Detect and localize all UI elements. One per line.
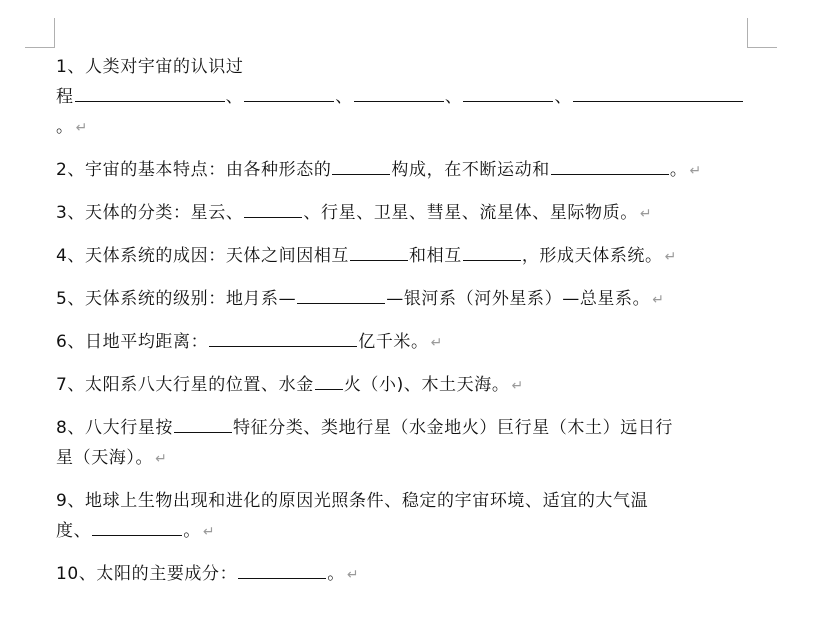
question-9-text: 。 [183, 521, 201, 541]
question-8-text: 8、八大行星按 [56, 418, 174, 438]
question-2-text: 。 [669, 160, 688, 180]
separator: 、 [444, 87, 463, 107]
question-3-text: 3、天体的分类：星云、 [56, 203, 244, 223]
question-2-text: 2、宇宙的基本特点：由各种形态的 [56, 160, 332, 180]
answer-blank[interactable] [315, 371, 343, 390]
answer-blank[interactable] [332, 156, 390, 175]
answer-blank[interactable] [463, 83, 553, 102]
answer-blank[interactable] [174, 414, 232, 433]
paragraph-mark-icon: ↵ [75, 120, 88, 136]
paragraph-mark-icon: ↵ [689, 163, 702, 179]
page-corner-mark-top-right [747, 47, 777, 48]
answer-blank[interactable] [209, 328, 357, 347]
separator: 、 [225, 87, 244, 107]
answer-blank[interactable] [350, 242, 408, 261]
paragraph-mark-icon: ↵ [202, 524, 216, 540]
paragraph-mark-icon: ↵ [664, 249, 677, 265]
question-4-text: 和相互 [409, 246, 462, 266]
question-9-text: 度、 [56, 521, 92, 541]
separator: 、 [554, 87, 573, 107]
answer-blank[interactable] [354, 83, 444, 102]
document-body [56, 52, 756, 590]
answer-blank[interactable] [573, 83, 743, 102]
page-corner-mark-top-left [25, 47, 55, 48]
question-7[interactable] [56, 370, 756, 401]
question-1-text: 程 [56, 87, 74, 107]
answer-blank[interactable] [75, 83, 225, 102]
paragraph-mark-icon: ↵ [652, 292, 665, 308]
answer-blank[interactable] [297, 285, 385, 304]
page-corner-mark-top-left [54, 18, 55, 48]
question-2[interactable] [56, 155, 756, 186]
answer-blank[interactable] [238, 560, 326, 579]
answer-blank[interactable] [92, 517, 182, 536]
answer-blank[interactable] [244, 83, 334, 102]
question-3[interactable] [56, 198, 756, 229]
answer-blank[interactable] [244, 199, 302, 218]
question-8-text: 星（天海）。 [56, 448, 154, 468]
question-3-text: 、行星、卫星、彗星、流星体、星际物质。 [303, 203, 638, 223]
question-7-text: 7、太阳系八大行星的位置、水金 [56, 375, 314, 395]
question-6-text: 亿千米。 [358, 332, 429, 352]
question-10-text: 10、太阳的主要成分： [56, 564, 238, 584]
paragraph-mark-icon: ↵ [346, 567, 360, 583]
page-corner-mark-top-right [747, 18, 748, 48]
question-5[interactable] [56, 284, 756, 315]
question-9-text: 9、地球上生物出现和进化的原因光照条件、稳定的宇宙环境、适宜的大气温 [56, 491, 649, 511]
paragraph-mark-icon: ↵ [511, 378, 524, 394]
question-1-text: 。 [56, 117, 74, 137]
question-10[interactable] [56, 559, 756, 590]
question-4-text: 4、天体系统的成因：天体之间因相互 [56, 246, 350, 266]
separator: 、 [335, 87, 353, 107]
question-5-text: —银河系（河外星系）—总星系。 [386, 289, 651, 309]
question-6-text: 6、日地平均距离： [56, 332, 209, 352]
question-1[interactable] [56, 52, 756, 143]
question-5-text: 5、天体系统的级别：地月系— [56, 289, 297, 309]
question-6[interactable] [56, 327, 756, 358]
question-10-text: 。 [327, 564, 345, 584]
question-1-text: 1、人类对宇宙的认识过 [56, 57, 244, 77]
paragraph-mark-icon: ↵ [430, 335, 443, 351]
paragraph-mark-icon: ↵ [639, 206, 653, 222]
question-7-text: 火（小)、木土天海。 [343, 375, 510, 395]
question-4[interactable] [56, 241, 756, 272]
answer-blank[interactable] [551, 156, 669, 175]
question-9[interactable] [56, 486, 756, 547]
question-4-text: ，形成天体系统。 [521, 246, 663, 266]
question-2-text: 构成，在不断运动和 [391, 160, 550, 180]
answer-blank[interactable] [463, 242, 521, 261]
question-8-text: 特征分类、类地行星（水金地火）巨行星（木土）远日行 [233, 418, 674, 438]
question-8[interactable] [56, 413, 756, 474]
paragraph-mark-icon: ↵ [155, 451, 168, 467]
